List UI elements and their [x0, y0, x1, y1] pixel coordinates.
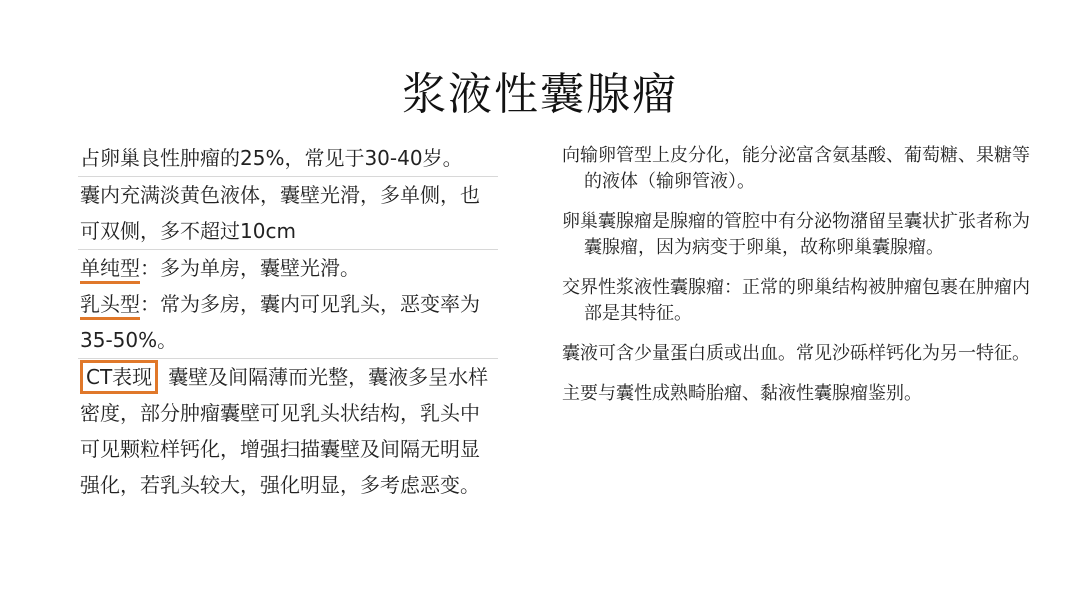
- intro-block: [78, 140, 498, 176]
- slide-title: 浆液性囊腺瘤: [402, 69, 678, 120]
- right-paragraph-4: 囊液可含少量蛋白质或出血。常见沙砾样钙化为另一特征。: [562, 343, 1030, 364]
- types-block: [78, 249, 498, 358]
- ct-text: 囊壁及间隔薄而光整，囊液多呈水样密度，部分肿瘤囊壁可见乳头状结构，乳头中可见颗粒样钙化，增强扫描囊壁及间隔无明显强化，若乳头较大，强化明显，多考虑恶变。: [80, 365, 489, 497]
- type-papillary-text: ：常为多房，囊内可见乳头，恶变率为35-50%。: [80, 292, 480, 352]
- type-papillary-label: 乳头型: [80, 292, 140, 320]
- content-text: 囊内充满淡黄色液体，囊壁光滑，多单侧，也可双侧，多不超过10cm: [80, 183, 480, 243]
- type-simple-text: ：多为单房，囊壁光滑。: [140, 256, 360, 280]
- type-simple-label: 单纯型: [80, 256, 140, 284]
- type-papillary: [80, 286, 494, 358]
- right-paragraph-3: 交界性浆液性囊腺瘤：正常的卵巢结构被肿瘤包裹在肿瘤内部是其特征。: [562, 277, 1030, 324]
- ct-block: [78, 358, 498, 503]
- type-simple: [80, 250, 494, 286]
- right-paragraph-5: 主要与囊性成熟畸胎瘤、黏液性囊腺瘤鉴别。: [562, 383, 922, 404]
- right-paragraph-1: 向输卵管型上皮分化，能分泌富含氨基酸、葡萄糖、果糖等的液体（输卵管液）。: [562, 145, 1030, 192]
- right-paragraph-2: 卵巢囊腺瘤是腺瘤的管腔中有分泌物潴留呈囊状扩张者称为囊腺瘤，因为病变于卵巢，故称卵巢囊腺瘤。: [562, 211, 1030, 258]
- left-column: [78, 140, 498, 503]
- ct-label: CT表现: [80, 360, 158, 394]
- intro-text: 占卵巢良性肿瘤的25%，常见于30-40岁。: [80, 146, 463, 170]
- right-column: [562, 143, 1032, 421]
- content-block: [78, 176, 498, 249]
